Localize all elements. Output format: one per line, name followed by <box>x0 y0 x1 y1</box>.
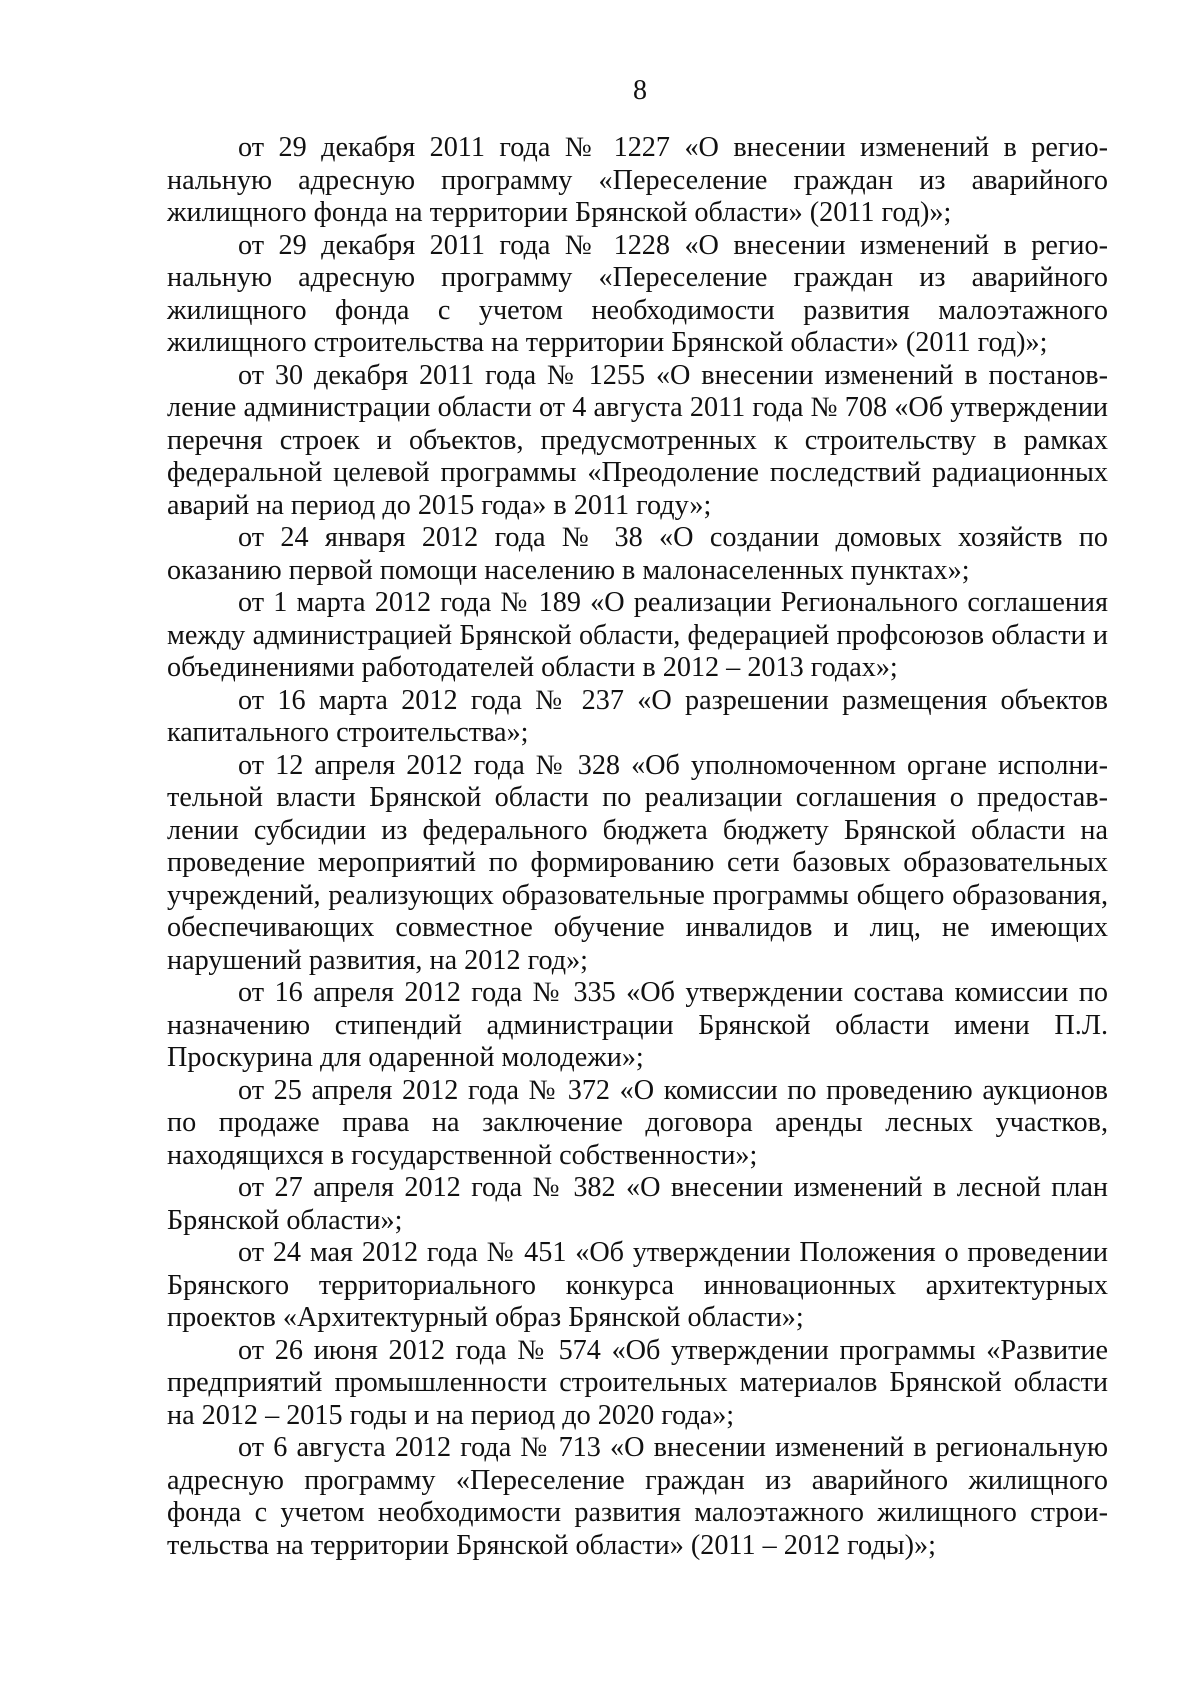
paragraph: от 30 декабря 2011 года № 1255 «О внесении изменений в постановление администрации области от 4 августа 2011 года № 708 «Об утверждении перечня строек и объектов, предусмотренных к строительству в рамках федеральной целевой программы «Преодоление последствий радиационных аварий на период до 2015 года» в 2011 году»; <box>167 359 1108 521</box>
paragraph: от 16 апреля 2012 года № 335 «Об утверждении состава комиссии по назначению стипендий администрации Брянской области имени П.Л. Проскурина для одаренной молодежи»; <box>167 977 1108 1073</box>
paragraph: от 25 апреля 2012 года № 372 «О комиссии по проведению аукционов по продаже права на заключение договора аренды лесных участков, находящихся в государственной собственности»; <box>167 1074 1108 1171</box>
document-body <box>167 132 1108 1562</box>
paragraph: от 6 августа 2012 года № 713 «О внесении изменений в региональную адресную программу «Переселение граждан из аварийного жилищного фонда с учетом необходимости развития малоэтажного жилищного строительства на территории Брянской области» (2011 – 2012 годы)»; <box>167 1432 1108 1561</box>
paragraph: от 27 апреля 2012 года № 382 «О внесении изменений в лесной план Брянской области»; <box>167 1172 1108 1236</box>
paragraph: от 12 апреля 2012 года № 328 «Об уполномоченном органе исполнительной власти Брянской области по реализации соглашения о предоставлении субсидии из федерального бюджета бюджету Брянской области на проведение мероприятий по формированию сети базовых образовательных учреждений, реализующих образовательные программы общего образования, обеспечивающих совместное обучение инвалидов и лиц, не имеющих нарушений развития, на 2012 год»; <box>167 749 1108 976</box>
paragraph: от 29 декабря 2011 года № 1227 «О внесении изменений в региональную адресную программу «Переселение граждан из аварийного жилищного фонда на территории Брянской области» (2011 год)»; <box>167 132 1108 228</box>
paragraph: от 16 марта 2012 года № 237 «О разрешении размещения объектов капитального строительства»; <box>167 684 1108 748</box>
paragraph: от 1 марта 2012 года № 189 «О реализации Регионального соглашения между администрацией Брянской области, федерацией профсоюзов области и объединениями работодателей области в 2012 – 2013 годах»; <box>167 587 1108 683</box>
paragraph: от 24 января 2012 года № 38 «О создании домовых хозяйств по оказанию первой помощи населению в малонаселенных пунктах»; <box>167 522 1108 586</box>
paragraph: от 29 декабря 2011 года № 1228 «О внесении изменений в региональную адресную программу «Переселение граждан из аварийного жилищного фонда с учетом необходимости развития малоэтажного жилищного строительства на территории Брянской области» (2011 год)»; <box>167 229 1108 358</box>
paragraph: от 24 мая 2012 года № 451 «Об утверждении Положения о проведении Брянского территориального конкурса инновационных архитектурных проектов «Архитектурный образ Брянской области»; <box>167 1237 1108 1333</box>
paragraph: от 26 июня 2012 года № 574 «Об утверждении программы «Развитие предприятий промышленности строительных материалов Брянской области на 2012 – 2015 годы и на период до 2020 года»; <box>167 1334 1108 1431</box>
page-number: 8 <box>633 75 647 106</box>
